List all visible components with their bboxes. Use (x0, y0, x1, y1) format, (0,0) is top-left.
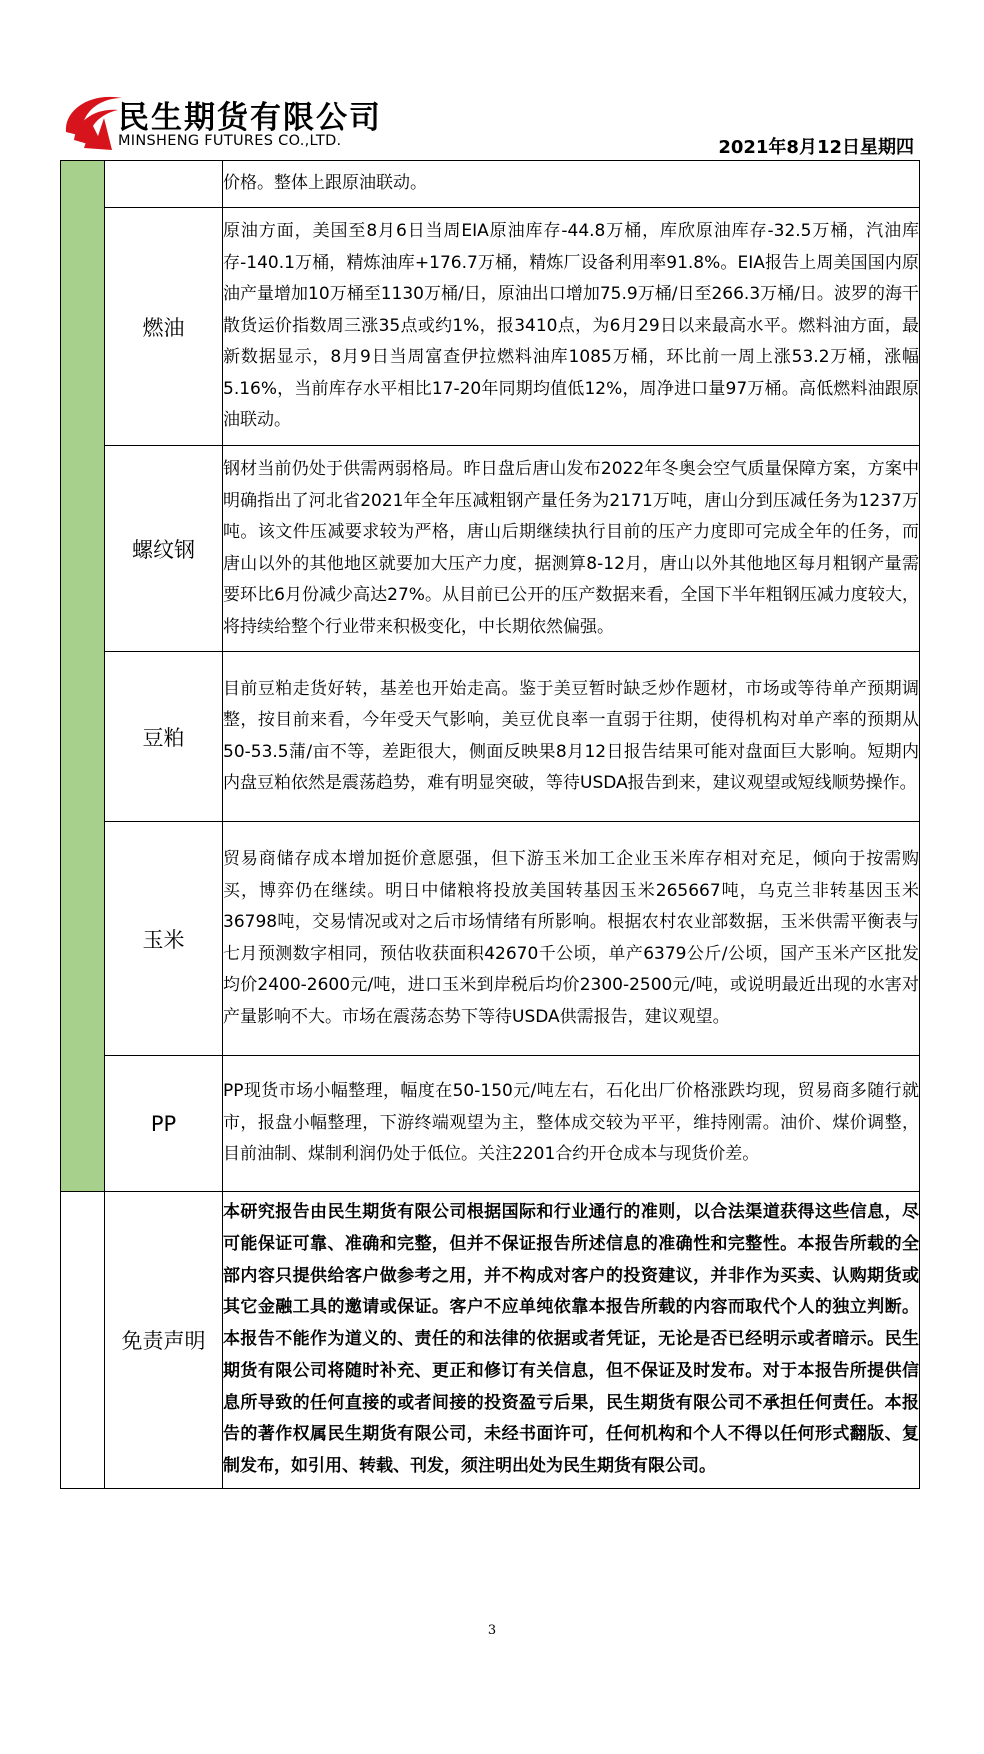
page-header (0, 0, 984, 160)
disclaimer-label: 免责声明 (105, 1192, 223, 1489)
analysis-text: 目前豆粕走货好转，基差也开始走高。鉴于美豆暂时缺乏炒作题材，市场或等待单产预期调整，按目前来看，今年受天气影响，美豆优良率一直弱于往期，使得机构对单产率的预期从50-53.5蒲/亩不等，差距很大，侧面反映果8月12日报告结果可能对盘面巨大影响。短期内内盘豆粕依然是震荡趋势，难有明显突破，等待USDA报告到来，建议观望或短线顺势操作。 (223, 652, 920, 822)
analysis-text: PP现货市场小幅整理，幅度在50-150元/吨左右，石化出厂价格涨跌均现，贸易商多随行就市，报盘小幅整理，下游终端观望为主，整体成交较为平平，维持刚需。油价、煤价调整，目前油制、煤制利润仍处于低位。关注2201合约开仓成本与现货价差。 (223, 1056, 920, 1192)
report-date: 2021年8月12日星期四 (718, 137, 914, 158)
analysis-text: 钢材当前仍处于供需两弱格局。昨日盘后唐山发布2022年冬奥会空气质量保障方案，方案中明确指出了河北省2021年全年压减粗钢产量任务为2171万吨，唐山分到压减任务为1237万吨。该文件压减要求较为严格，唐山后期继续执行目前的压产力度即可完成全年的任务，而唐山以外的其他地区就要加大压产力度，据测算8-12月，唐山以外其他地区每月粗钢产量需要环比6月份减少高达27%。从目前已公开的压产数据来看，全国下半年粗钢压减力度较大，将持续给整个行业带来积极变化，中长期依然偏强。 (223, 446, 920, 652)
table-row (61, 1192, 920, 1489)
commodity-table (60, 160, 920, 1489)
company-name-cn: 民生期货有限公司 (118, 100, 382, 136)
disclaimer-text: 本研究报告由民生期货有限公司根据国际和行业通行的准则，以合法渠道获得这些信息，尽可能保证可靠、准确和完整，但并不保证报告所述信息的准确性和完整性。本报告所载的全部内容只提供给客户做参考之用，并不构成对客户的投资建议，并非作为买卖、认购期货或其它金融工具的邀请或保证。客户不应单纯依靠本报告所载的内容而取代个人的独立判断。本报告不能作为道义的、责任的和法律的依据或者凭证，无论是否已经明示或者暗示。民生期货有限公司将随时补充、更正和修订有关信息，但不保证及时发布。对于本报告所提供信息所导致的任何直接的或者间接的投资盈亏后果，民生期货有限公司不承担任何责任。本报告的著作权属民生期货有限公司，未经书面许可，任何机构和个人不得以任何形式翻版、复制发布，如引用、转载、刊发，须注明出处为民生期货有限公司。 (223, 1192, 920, 1489)
analysis-text: 价格。整体上跟原油联动。 (223, 161, 920, 208)
table-row (61, 652, 920, 822)
table-row (61, 208, 920, 446)
page-number: 3 (487, 1623, 497, 1638)
section-side-bar (61, 161, 105, 1192)
category-cell: 豆粕 (105, 652, 223, 822)
analysis-text: 原油方面，美国至8月6日当周EIA原油库存-44.8万桶，库欣原油库存-32.5万桶，汽油库存-140.1万桶，精炼油库+176.7万桶，精炼厂设备利用率91.8%。EIA报告上周美国国内原油产量增加10万桶至1130万桶/日，原油出口增加75.9万桶/日至266.3万桶/日。波罗的海干散货运价指数周三涨35点或约1%，报3410点，为6月29日以来最高水平。燃料油方面，最新数据显示，8月9日当周富查伊拉燃料油库1085万桶，环比前一周上涨53.2万桶，涨幅5.16%，当前库存水平相比17-20年同期均值低12%，周净进口量97万桶。高低燃料油跟原油联动。 (223, 208, 920, 446)
analysis-text: 贸易商储存成本增加挺价意愿强，但下游玉米加工企业玉米库存相对充足，倾向于按需购买，博弈仍在继续。明日中储粮将投放美国转基因玉米265667吨，乌克兰非转基因玉米36798吨，交易情况或对之后市场情绪有所影响。根据农村农业部数据，玉米供需平衡表与七月预测数字相同，预估收获面积42670千公顷，单产6379公斤/公顷，国产玉米产区批发均价2400-2600元/吨，进口玉米到岸税后均价2300-2500元/吨，或说明最近出现的水害对产量影响不大。市场在震荡态势下等待USDA供需报告，建议观望。 (223, 822, 920, 1056)
category-cell: PP (105, 1056, 223, 1192)
section-side-blank (61, 1192, 105, 1489)
category-cell: 螺纹钢 (105, 446, 223, 652)
table-row (61, 1056, 920, 1192)
company-name-en: MINSHENG FUTURES CO.,LTD. (118, 133, 342, 149)
category-cell (105, 161, 223, 208)
category-cell: 玉米 (105, 822, 223, 1056)
table-row (61, 822, 920, 1056)
table-row (61, 161, 920, 208)
category-cell: 燃油 (105, 208, 223, 446)
table-row (61, 446, 920, 652)
